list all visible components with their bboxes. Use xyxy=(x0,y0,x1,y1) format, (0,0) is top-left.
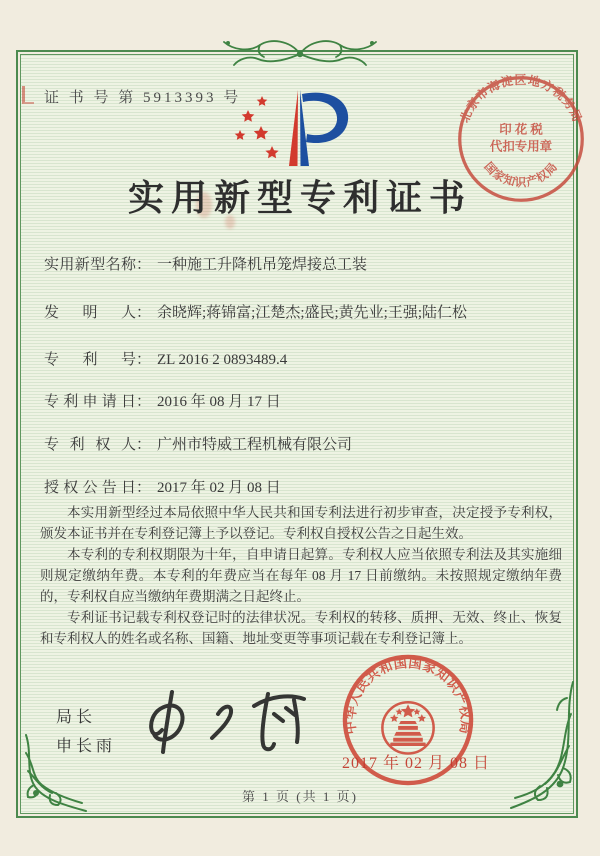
certificate-number: 证 书 号 第 5913393 号 xyxy=(44,90,242,106)
field-value: 2017 年 02 月 08 日 xyxy=(157,480,281,496)
field-row-inventors xyxy=(44,301,564,322)
flourish-icon xyxy=(218,34,382,70)
field-colon: ： xyxy=(136,257,152,273)
page-footer: 第 1 页 (共 1 页) xyxy=(242,789,358,804)
field-value: 2016 年 08 月 17 日 xyxy=(157,394,281,410)
field-row-patentee xyxy=(44,433,564,454)
director-name: 申长雨 xyxy=(56,738,117,755)
cnipa-seal-arc-text: 中华人民共和国国家知识产权局 xyxy=(342,655,474,736)
legal-paragraph: 本专利的专利权期限为十年，自申请日起算。专利权人应当依照专利法及其实施细则规定缴纳年费。本专利的年费应当在每年 08 月 17 日前缴纳。未按照规定缴纳年费的，专利权自应当缴纳年费期满之日起终止。 xyxy=(40,547,562,604)
signature-handwriting xyxy=(132,686,327,764)
patent-office-logo-icon xyxy=(228,84,374,172)
field-label: 授权公告日 xyxy=(44,480,136,496)
legal-paragraph: 专利证书记载专利权登记时的法律状况。专利权的转移、质押、无效、终止、恢复和专利权人的姓名或名称、国籍、地址变更等事项记载在专利登记簿上。 xyxy=(40,610,562,646)
issue-date-stamp: 2017 年 02 月 08 日 xyxy=(342,755,491,772)
field-value: 广州市特威工程机械有限公司 xyxy=(157,437,353,453)
tax-seal-bottom-arc-text: 国家知识产权局 xyxy=(481,160,561,190)
top-ornament xyxy=(218,34,382,70)
legal-paragraph: 本实用新型经过本局依照中华人民共和国专利法进行初步审查，决定授予专利权，颁发本证书并在专利登记簿上予以登记。专利权自授权公告之日起生效。 xyxy=(40,505,562,541)
field-value: ZL 2016 2 0893489.4 xyxy=(157,352,288,368)
field-value: 余晓辉;蒋锦富;江楚杰;盛民;黄先业;王强;陆仁松 xyxy=(157,305,468,321)
field-colon: ： xyxy=(136,394,152,410)
tax-seal-center-line1: 印 花 税 xyxy=(499,122,543,137)
svg-text:北京市海淀区地方税务局 xyxy=(457,72,584,125)
field-label: 专利权人 xyxy=(44,437,136,453)
tax-seal-center-line2: 代扣专用章 xyxy=(489,139,553,154)
legal-text xyxy=(40,502,562,649)
field-row-patent-number xyxy=(44,348,564,369)
field-colon: ： xyxy=(136,352,152,368)
field-label: 实用新型名称 xyxy=(44,257,136,273)
field-row-filing-date xyxy=(44,390,564,411)
field-row-grant-date xyxy=(44,476,564,497)
cnipa-logo xyxy=(228,84,374,172)
national-emblem-icon xyxy=(382,702,433,753)
field-row-name xyxy=(44,253,564,274)
signature-icon xyxy=(132,686,327,764)
director-title: 局长 xyxy=(56,709,97,726)
field-colon: ： xyxy=(136,305,152,321)
field-colon: ： xyxy=(136,480,152,496)
field-label: 专利申请日 xyxy=(44,394,136,410)
certificate-title: 实用新型专利证书 xyxy=(127,178,472,218)
field-colon: ： xyxy=(136,437,152,453)
field-label: 专利号 xyxy=(44,352,136,368)
tax-seal-top-arc-text: 北京市海淀区地方税务局 xyxy=(457,72,585,125)
stamp-residue-mark xyxy=(22,86,34,104)
field-value: 一种施工升降机吊笼焊接总工装 xyxy=(157,257,368,273)
field-label: 发明人 xyxy=(44,305,136,321)
